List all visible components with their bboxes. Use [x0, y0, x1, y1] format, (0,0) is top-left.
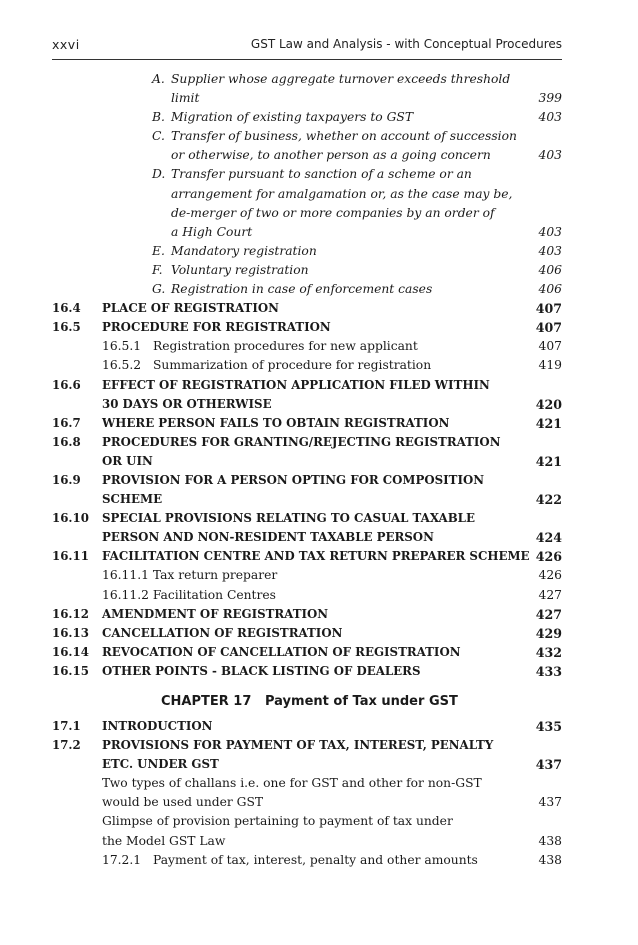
entry-page-number: 429: [535, 625, 562, 641]
toc-entry: [0, 774, 638, 793]
toc-entry: [0, 662, 638, 681]
entry-title: PROVISIONS FOR PAYMENT OF TAX, INTEREST, PENALTY: [102, 738, 494, 753]
entry-number: 16.15: [52, 663, 89, 678]
toc-entry: [0, 165, 638, 184]
entry-title: Summarization of procedure for registration: [153, 358, 432, 373]
entry-page-number: 426: [535, 549, 562, 565]
entry-title: a High Court: [171, 224, 253, 239]
entry-title: PERSON AND NON-RESIDENT TAXABLE PERSON: [102, 530, 434, 545]
toc-entry: [0, 717, 638, 736]
toc-entry: [0, 108, 638, 127]
toc-entry: [0, 127, 638, 146]
toc-entry: [0, 586, 638, 605]
entry-title: Mandatory registration: [171, 243, 317, 258]
entry-page-number: 438: [538, 833, 562, 848]
toc-entry: [0, 736, 638, 755]
toc-entry: [0, 299, 638, 318]
entry-page-number: 427: [535, 606, 562, 622]
entry-letter: A.: [152, 72, 165, 86]
entry-title: FACILITATION CENTRE AND TAX RETURN PREPARER SCHEME: [102, 549, 530, 564]
entry-page-number: 421: [535, 453, 562, 469]
page-folio: xxvi: [52, 37, 80, 52]
entry-subnumber: 16.5.1: [102, 339, 142, 354]
entry-page-number: 433: [535, 663, 562, 679]
entry-letter: B.: [152, 110, 165, 125]
entry-title: 16.11.1 Tax return preparer: [102, 568, 278, 583]
entry-number: 16.10: [52, 511, 89, 526]
entry-subnumber: 17.2.1: [102, 852, 142, 867]
entry-title: REVOCATION OF CANCELLATION OF REGISTRATION: [102, 644, 461, 659]
toc-entry: [0, 223, 638, 242]
toc-entry: [0, 414, 638, 433]
entry-title: Supplier whose aggregate turnover exceeds threshold: [171, 72, 511, 86]
entry-title: PROVISION FOR A PERSON OPTING FOR COMPOSITION: [102, 472, 485, 487]
toc-entry: [0, 605, 638, 624]
entry-title: Voluntary registration: [171, 262, 309, 277]
chapter-heading: [0, 687, 638, 715]
entry-title: INTRODUCTION: [102, 719, 213, 733]
entry-title: Transfer pursuant to sanction of a scheme or an: [171, 167, 472, 182]
entry-title: would be used under GST: [102, 795, 264, 810]
entry-number: 17.2: [52, 738, 81, 753]
entry-title: Two types of challans i.e. one for GST and other for non-GST: [102, 776, 482, 791]
toc-entry: [0, 490, 638, 509]
entry-title: SCHEME: [102, 492, 163, 507]
entry-title: arrangement for amalgamation or, as the case may be,: [171, 186, 513, 201]
entry-title: de-merger of two or more companies by an order of: [171, 205, 495, 220]
running-title: GST Law and Analysis - with Conceptual Procedures: [250, 37, 562, 51]
entry-title: 16.11.2 Facilitation Centres: [102, 587, 276, 602]
entry-page-number: 407: [535, 320, 562, 336]
entry-page-number: 403: [538, 110, 562, 125]
entry-page-number: 421: [535, 415, 562, 431]
toc-entry: [0, 547, 638, 566]
toc-entry: [0, 70, 638, 89]
toc-entry: [0, 793, 638, 812]
toc-entry: [0, 185, 638, 204]
toc-entry: [0, 755, 638, 774]
entry-letter: E.: [152, 243, 165, 258]
toc-section-16: [0, 70, 638, 681]
entry-title: PROCEDURES FOR GRANTING/REJECTING REGISTRATION: [102, 434, 501, 449]
entry-number: 17.1: [52, 719, 81, 733]
entry-page-number: 422: [535, 492, 562, 508]
entry-title: AMENDMENT OF REGISTRATION: [102, 606, 329, 621]
entry-title: the Model GST Law: [102, 833, 226, 848]
toc-entry: [0, 624, 638, 643]
entry-letter: F.: [152, 262, 163, 277]
entry-title: PLACE OF REGISTRATION: [102, 301, 279, 316]
toc-section-17: [0, 717, 638, 870]
toc-entry: [0, 337, 638, 356]
entry-page-number: 432: [535, 644, 562, 660]
toc-entry: [0, 832, 638, 851]
entry-title: OR UIN: [102, 453, 153, 468]
toc-entry: [0, 356, 638, 375]
toc-entry: [0, 509, 638, 528]
page-header: [52, 37, 562, 57]
entry-page-number: 403: [538, 243, 562, 258]
entry-title: ETC. UNDER GST: [102, 757, 219, 772]
toc-entry: [0, 471, 638, 490]
entry-number: 16.7: [52, 415, 81, 430]
entry-title: SPECIAL PROVISIONS RELATING TO CASUAL TAXABLE: [102, 511, 475, 526]
toc-entry: [0, 643, 638, 662]
entry-page-number: 403: [538, 224, 562, 239]
toc-entry: [0, 280, 638, 299]
entry-title: WHERE PERSON FAILS TO OBTAIN REGISTRATION: [102, 415, 450, 430]
entry-letter: G.: [152, 282, 166, 297]
entry-title: PROCEDURE FOR REGISTRATION: [102, 320, 331, 335]
toc-entry: [0, 376, 638, 395]
entry-letter: C.: [152, 129, 165, 144]
entry-page-number: 406: [538, 262, 562, 277]
entry-page-number: 424: [535, 530, 562, 546]
entry-number: 16.5: [52, 320, 81, 335]
entry-page-number: 437: [538, 795, 562, 810]
entry-page-number: 419: [538, 358, 562, 373]
entry-title: Migration of existing taxpayers to GST: [171, 110, 414, 125]
entry-page-number: 406: [538, 282, 562, 297]
toc-entry: [0, 452, 638, 471]
entry-title: Glimpse of provision pertaining to payment of tax under: [102, 814, 453, 829]
entry-number: 16.14: [52, 644, 89, 659]
entry-title: CANCELLATION OF REGISTRATION: [102, 625, 343, 640]
entry-title: limit: [171, 91, 200, 106]
entry-letter: D.: [152, 167, 166, 182]
entry-number: 16.13: [52, 625, 89, 640]
toc-entry: [0, 851, 638, 870]
header-rule: [52, 59, 562, 60]
chapter-number: CHAPTER 17: [161, 694, 252, 709]
table-of-contents: [0, 70, 638, 870]
toc-entry: [0, 261, 638, 280]
entry-number: 16.11: [52, 549, 89, 564]
toc-entry: [0, 566, 638, 585]
entry-title: OTHER POINTS - BLACK LISTING OF DEALERS: [102, 663, 421, 678]
toc-entry: [0, 146, 638, 165]
toc-entry: [0, 812, 638, 831]
entry-page-number: 437: [535, 757, 562, 773]
toc-entry: [0, 433, 638, 452]
entry-page-number: 407: [535, 301, 562, 317]
toc-entry: [0, 318, 638, 337]
entry-title: EFFECT OF REGISTRATION APPLICATION FILED WITHIN: [102, 377, 490, 392]
entry-page-number: 407: [538, 339, 562, 354]
entry-number: 16.12: [52, 606, 89, 621]
entry-number: 16.8: [52, 434, 81, 449]
toc-entry: [0, 395, 638, 414]
chapter-title: Payment of Tax under GST: [265, 694, 458, 709]
entry-number: 16.4: [52, 301, 81, 316]
entry-number: 16.9: [52, 472, 81, 487]
entry-page-number: 420: [535, 396, 562, 412]
toc-entry: [0, 528, 638, 547]
toc-entry: [0, 89, 638, 108]
entry-title: Registration in case of enforcement cases: [171, 282, 433, 297]
entry-title: Registration procedures for new applicant: [153, 339, 418, 354]
entry-page-number: 403: [538, 148, 562, 163]
entry-page-number: 399: [538, 91, 562, 106]
entry-title: or otherwise, to another person as a going concern: [171, 148, 491, 163]
entry-title: Transfer of business, whether on account of succession: [171, 129, 517, 144]
entry-page-number: 426: [538, 568, 562, 583]
toc-entry: [0, 242, 638, 261]
entry-subnumber: 16.5.2: [102, 358, 142, 373]
entry-title: Payment of tax, interest, penalty and other amounts: [153, 852, 478, 867]
entry-number: 16.6: [52, 377, 81, 392]
toc-entry: [0, 204, 638, 223]
entry-page-number: 435: [535, 719, 562, 734]
entry-page-number: 438: [538, 852, 562, 867]
entry-page-number: 427: [538, 587, 562, 602]
entry-title: 30 DAYS OR OTHERWISE: [102, 396, 272, 411]
